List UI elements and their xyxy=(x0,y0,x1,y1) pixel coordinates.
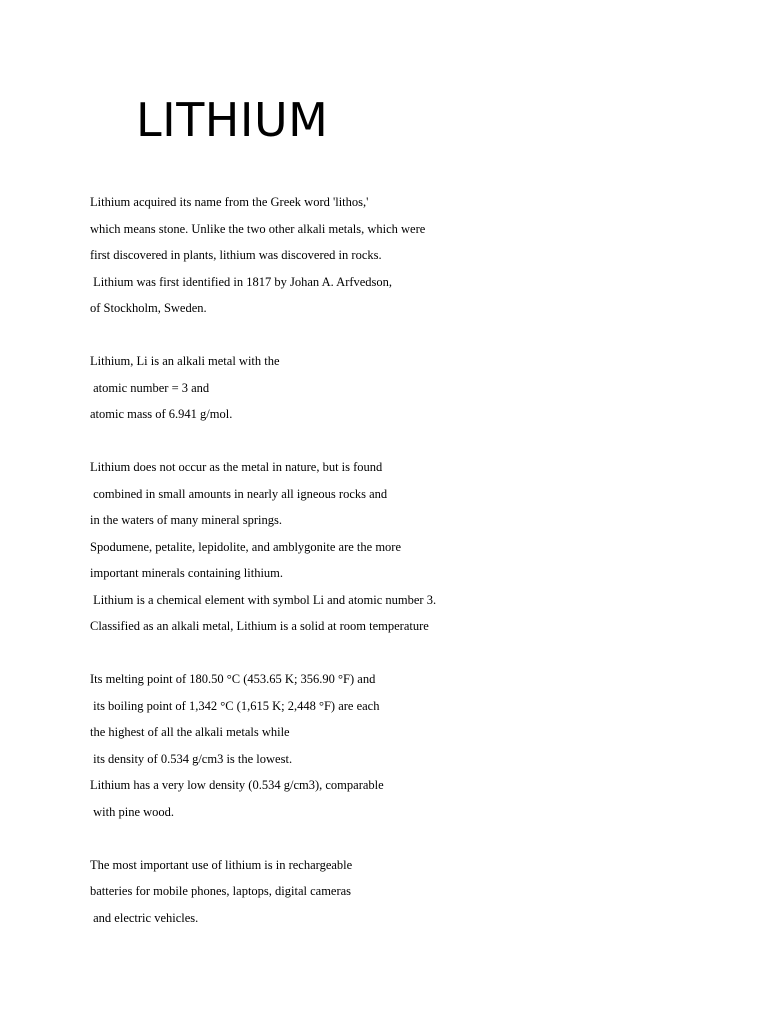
text-line: Lithium, Li is an alkali metal with the xyxy=(90,354,280,368)
text-line: in the waters of many mineral springs. xyxy=(90,513,282,527)
text-line: its density of 0.534 g/cm3 is the lowest. xyxy=(90,751,293,766)
text-line: and electric vehicles. xyxy=(90,910,199,925)
text-line: its boiling point of 1,342 °C (1,615 K; 2,448 °F) are each xyxy=(90,698,380,713)
text-line: batteries for mobile phones, laptops, digital cameras xyxy=(90,884,352,898)
text-line: Classified as an alkali metal, Lithium is a solid at room temperature xyxy=(90,619,429,633)
text-line: Lithium acquired its name from the Greek word 'lithos,' xyxy=(90,195,369,209)
text-line: The most important use of lithium is in rechargeable xyxy=(90,857,353,872)
text-line: combined in small amounts in nearly all igneous rocks and xyxy=(90,486,388,501)
text-line: Lithium has a very low density (0.534 g/cm3), comparable xyxy=(90,778,384,792)
text-line: Spodumene, petalite, lepidolite, and amblygonite are the more xyxy=(90,539,402,554)
paragraph-break xyxy=(90,324,710,351)
text-line: important minerals containing lithium. xyxy=(90,566,284,580)
text-line: first discovered in plants, lithium was discovered in rocks. xyxy=(90,248,382,262)
text-line: with pine wood. xyxy=(90,804,175,819)
document-title: LITHIUM xyxy=(136,93,329,147)
paragraph-break xyxy=(90,430,710,457)
text-line: Its melting point of 180.50 °C (453.65 K; 356.90 °F) and xyxy=(90,672,376,686)
paragraph-break xyxy=(90,827,710,854)
text-line: of Stockholm, Sweden. xyxy=(90,301,207,315)
text-line: Lithium does not occur as the metal in nature, but is found xyxy=(90,460,383,474)
text-line: Lithium is a chemical element with symbol Li and atomic number 3. xyxy=(90,592,437,607)
text-line: the highest of all the alkali metals while xyxy=(90,725,290,739)
text-line: Lithium was first identified in 1817 by Johan A. Arfvedson, xyxy=(90,274,393,289)
text-line: atomic mass of 6.941 g/mol. xyxy=(90,407,233,421)
text-line: which means stone. Unlike the two other alkali metals, which were xyxy=(90,221,426,236)
document-body xyxy=(90,191,710,933)
text-line: atomic number = 3 and xyxy=(90,380,210,395)
paragraph-break xyxy=(90,642,710,669)
